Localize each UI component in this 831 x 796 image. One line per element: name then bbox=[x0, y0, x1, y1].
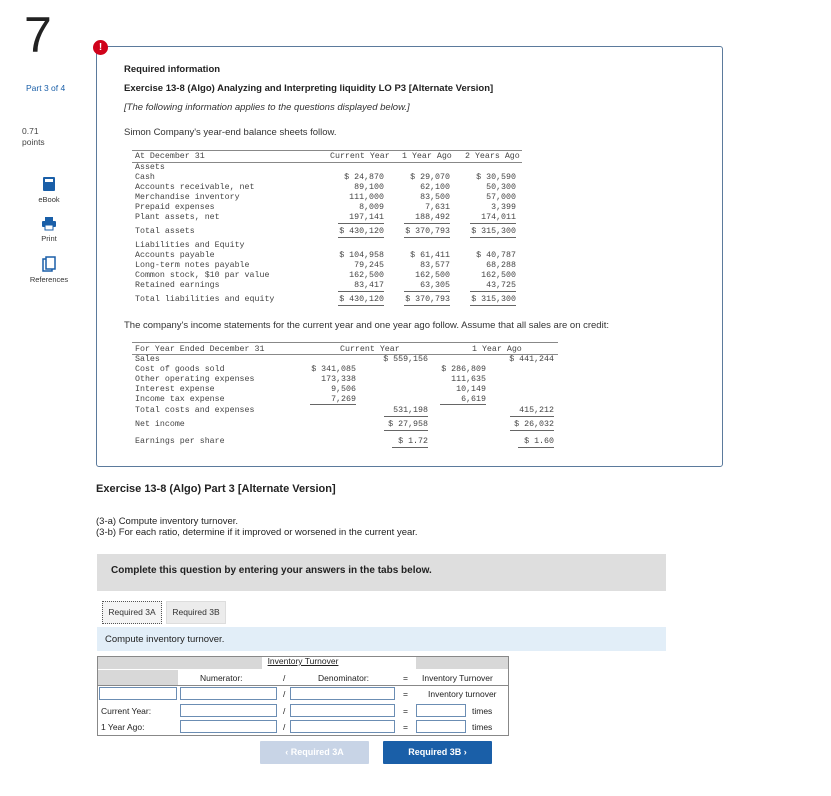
bs-row-one: 162,500 bbox=[415, 271, 450, 280]
is-row-label: Cost of goods sold bbox=[135, 365, 225, 374]
instruction-3a: (3-a) Compute inventory turnover. bbox=[96, 516, 239, 527]
is-eps-one: $ 1.60 bbox=[524, 437, 554, 446]
ebook-icon bbox=[42, 176, 56, 192]
bs-assets-label: Assets bbox=[135, 163, 165, 172]
bs-row-one: 62,100 bbox=[420, 183, 450, 192]
prev-label: Required 3A bbox=[290, 747, 344, 757]
is-total-one: 415,212 bbox=[519, 406, 554, 415]
references-button[interactable] bbox=[24, 256, 74, 284]
bs-total-liab-label: Total liabilities and equity bbox=[135, 295, 275, 304]
denominator-input-1-year[interactable] bbox=[290, 720, 395, 733]
points-value: 0.71 bbox=[22, 126, 39, 136]
prev-required-3a-button[interactable] bbox=[260, 741, 369, 764]
bs-row-two: 43,725 bbox=[486, 281, 516, 290]
table-title: Inventory Turnover bbox=[267, 656, 339, 666]
is-row-one: 6,619 bbox=[461, 395, 486, 404]
bs-row-current: $ 24,870 bbox=[344, 173, 384, 182]
question-number: 7 bbox=[24, 7, 52, 63]
bs-row-label: Long-term notes payable bbox=[135, 261, 250, 270]
denominator-input-current[interactable] bbox=[290, 704, 395, 717]
unit-times: times bbox=[472, 706, 493, 716]
bs-row-two: 3,399 bbox=[491, 203, 516, 212]
row-label-input[interactable] bbox=[99, 687, 177, 700]
is-row-current: $ 341,085 bbox=[311, 365, 356, 374]
is-row-label: Income tax expense bbox=[135, 395, 225, 404]
slash-header: / bbox=[283, 673, 286, 683]
points-info bbox=[22, 126, 45, 148]
balance-intro: Simon Company's year-end balance sheets follow. bbox=[124, 127, 337, 138]
is-eps-label: Earnings per share bbox=[135, 437, 225, 446]
result-sub-header: Inventory turnover bbox=[428, 689, 497, 699]
bs-row-one: 188,492 bbox=[415, 213, 450, 222]
bs-row-two: 162,500 bbox=[481, 271, 516, 280]
bs-row-two: $ 40,787 bbox=[476, 251, 516, 260]
compute-label: Compute inventory turnover. bbox=[105, 634, 225, 645]
is-row-one: 111,635 bbox=[451, 375, 486, 384]
bs-row-two: 57,000 bbox=[486, 193, 516, 202]
is-header-current: Current Year bbox=[340, 345, 400, 354]
complete-text: Complete this question by entering your answers in the tabs below. bbox=[111, 565, 432, 576]
bs-row-label: Retained earnings bbox=[135, 281, 220, 290]
bs-row-current: 89,100 bbox=[354, 183, 384, 192]
numerator-input-current[interactable] bbox=[180, 704, 277, 717]
bs-row-two: 50,300 bbox=[486, 183, 516, 192]
bs-row-current: 79,245 bbox=[354, 261, 384, 270]
denominator-header: Denominator: bbox=[318, 673, 370, 683]
part3-title: Exercise 13-8 (Algo) Part 3 [Alternate Version] bbox=[96, 483, 336, 495]
row-label-1-year: 1 Year Ago: bbox=[101, 722, 145, 732]
bs-header-two: 2 Years Ago bbox=[465, 152, 520, 161]
next-label: Required 3B bbox=[408, 747, 462, 757]
bs-liab-label: Liabilities and Equity bbox=[135, 241, 245, 250]
info-title: Required information bbox=[124, 64, 221, 75]
row-label-current: Current Year: bbox=[101, 706, 152, 716]
bs-row-one: 7,631 bbox=[425, 203, 450, 212]
tab-required-3b[interactable]: Required 3B bbox=[166, 601, 226, 624]
unit-times: times bbox=[472, 722, 493, 732]
bs-header-one: 1 Year Ago bbox=[402, 152, 452, 161]
points-label: points bbox=[22, 137, 45, 147]
bs-row-label: Accounts receivable, net bbox=[135, 183, 255, 192]
is-sales-one: $ 441,244 bbox=[509, 355, 554, 364]
bs-total-assets-one: $ 370,793 bbox=[405, 227, 450, 236]
is-net-income-current: $ 27,958 bbox=[388, 420, 428, 429]
bs-header-current: Current Year bbox=[330, 152, 390, 161]
slash: / bbox=[283, 706, 286, 716]
ebook-label: eBook bbox=[38, 195, 60, 204]
complete-banner bbox=[97, 554, 666, 591]
bs-row-label: Merchandise inventory bbox=[135, 193, 240, 202]
bs-row-label: Prepaid expenses bbox=[135, 203, 215, 212]
bs-row-current: 8,009 bbox=[359, 203, 384, 212]
is-sales-current: $ 559,156 bbox=[383, 355, 428, 364]
numerator-input-1-year[interactable] bbox=[180, 720, 277, 733]
bs-total-assets-label: Total assets bbox=[135, 227, 195, 236]
is-row-current: 9,506 bbox=[331, 385, 356, 394]
bs-row-label: Cash bbox=[135, 173, 155, 182]
denominator-input[interactable] bbox=[290, 687, 395, 700]
alert-icon: ! bbox=[93, 40, 108, 55]
is-total-label: Total costs and expenses bbox=[135, 406, 255, 415]
numerator-input[interactable] bbox=[180, 687, 277, 700]
is-net-income-label: Net income bbox=[135, 420, 185, 429]
is-eps-current: $ 1.72 bbox=[398, 437, 428, 446]
is-row-label: Interest expense bbox=[135, 385, 215, 394]
slash: / bbox=[283, 722, 286, 732]
bs-row-one: 83,500 bbox=[420, 193, 450, 202]
bs-row-current: 197,141 bbox=[349, 213, 384, 222]
bs-row-one: $ 61,411 bbox=[410, 251, 450, 260]
bs-row-two: $ 30,590 bbox=[476, 173, 516, 182]
equals: = bbox=[403, 722, 408, 732]
is-row-one: 10,149 bbox=[456, 385, 486, 394]
bs-row-label: Accounts payable bbox=[135, 251, 215, 260]
bs-header-label: At December 31 bbox=[135, 152, 205, 161]
bs-total-liab-two: $ 315,300 bbox=[471, 295, 516, 304]
print-button[interactable] bbox=[24, 216, 74, 243]
numerator-header: Numerator: bbox=[200, 673, 243, 683]
applies-note: [The following information applies to the questions displayed below.] bbox=[124, 102, 410, 113]
is-row-one: $ 286,809 bbox=[441, 365, 486, 374]
result-input-1-year[interactable] bbox=[416, 720, 466, 733]
bs-total-assets-current: $ 430,120 bbox=[339, 227, 384, 236]
equals: = bbox=[403, 706, 408, 716]
bs-row-current: 111,000 bbox=[349, 193, 384, 202]
compute-bar bbox=[97, 627, 666, 651]
print-label: Print bbox=[41, 234, 57, 243]
next-required-3b-button[interactable] bbox=[383, 741, 492, 764]
tab-required-3a[interactable]: Required 3A bbox=[102, 601, 162, 624]
chevron-left-icon: ‹ bbox=[285, 747, 291, 757]
bs-row-one: $ 29,070 bbox=[410, 173, 450, 182]
instruction-3b: (3-b) For each ratio, determine if it improved or worsened in the current year. bbox=[96, 527, 418, 538]
bs-row-label: Common stock, $10 par value bbox=[135, 271, 270, 280]
bs-total-assets-two: $ 315,300 bbox=[471, 227, 516, 236]
bs-row-one: 83,577 bbox=[420, 261, 450, 270]
exercise-title: Exercise 13-8 (Algo) Analyzing and Interpreting liquidity LO P3 [Alternate Version] bbox=[124, 83, 494, 94]
bs-row-current: 83,417 bbox=[354, 281, 384, 290]
references-icon bbox=[42, 256, 56, 272]
result-input-current[interactable] bbox=[416, 704, 466, 717]
is-row-label: Other operating expenses bbox=[135, 375, 255, 384]
is-row-current: 7,269 bbox=[331, 395, 356, 404]
equals: = bbox=[403, 689, 408, 699]
income-intro: The company's income statements for the current year and one year ago follow. Assume that all sales are on credit: bbox=[124, 320, 609, 331]
bs-total-liab-current: $ 430,120 bbox=[339, 295, 384, 304]
is-header-label: For Year Ended December 31 bbox=[135, 345, 265, 354]
is-total-current: 531,198 bbox=[393, 406, 428, 415]
slash: / bbox=[283, 689, 286, 699]
result-header: Inventory Turnover bbox=[422, 673, 493, 683]
equals-header: = bbox=[403, 673, 408, 683]
bs-row-two: 68,288 bbox=[486, 261, 516, 270]
is-header-one: 1 Year Ago bbox=[472, 345, 522, 354]
bs-row-one: 63,305 bbox=[420, 281, 450, 290]
is-sales-label: Sales bbox=[135, 355, 160, 364]
bs-row-current: 162,500 bbox=[349, 271, 384, 280]
bs-row-current: $ 104,958 bbox=[339, 251, 384, 260]
ebook-button[interactable] bbox=[24, 176, 74, 204]
is-net-income-one: $ 26,032 bbox=[514, 420, 554, 429]
is-row-current: 173,338 bbox=[321, 375, 356, 384]
chevron-right-icon: › bbox=[461, 747, 467, 757]
bs-row-two: 174,011 bbox=[481, 213, 516, 222]
question-part: Part 3 of 4 bbox=[26, 83, 66, 93]
print-icon bbox=[41, 216, 57, 231]
bs-total-liab-one: $ 370,793 bbox=[405, 295, 450, 304]
bs-row-label: Plant assets, net bbox=[135, 213, 220, 222]
references-label: References bbox=[29, 275, 69, 284]
